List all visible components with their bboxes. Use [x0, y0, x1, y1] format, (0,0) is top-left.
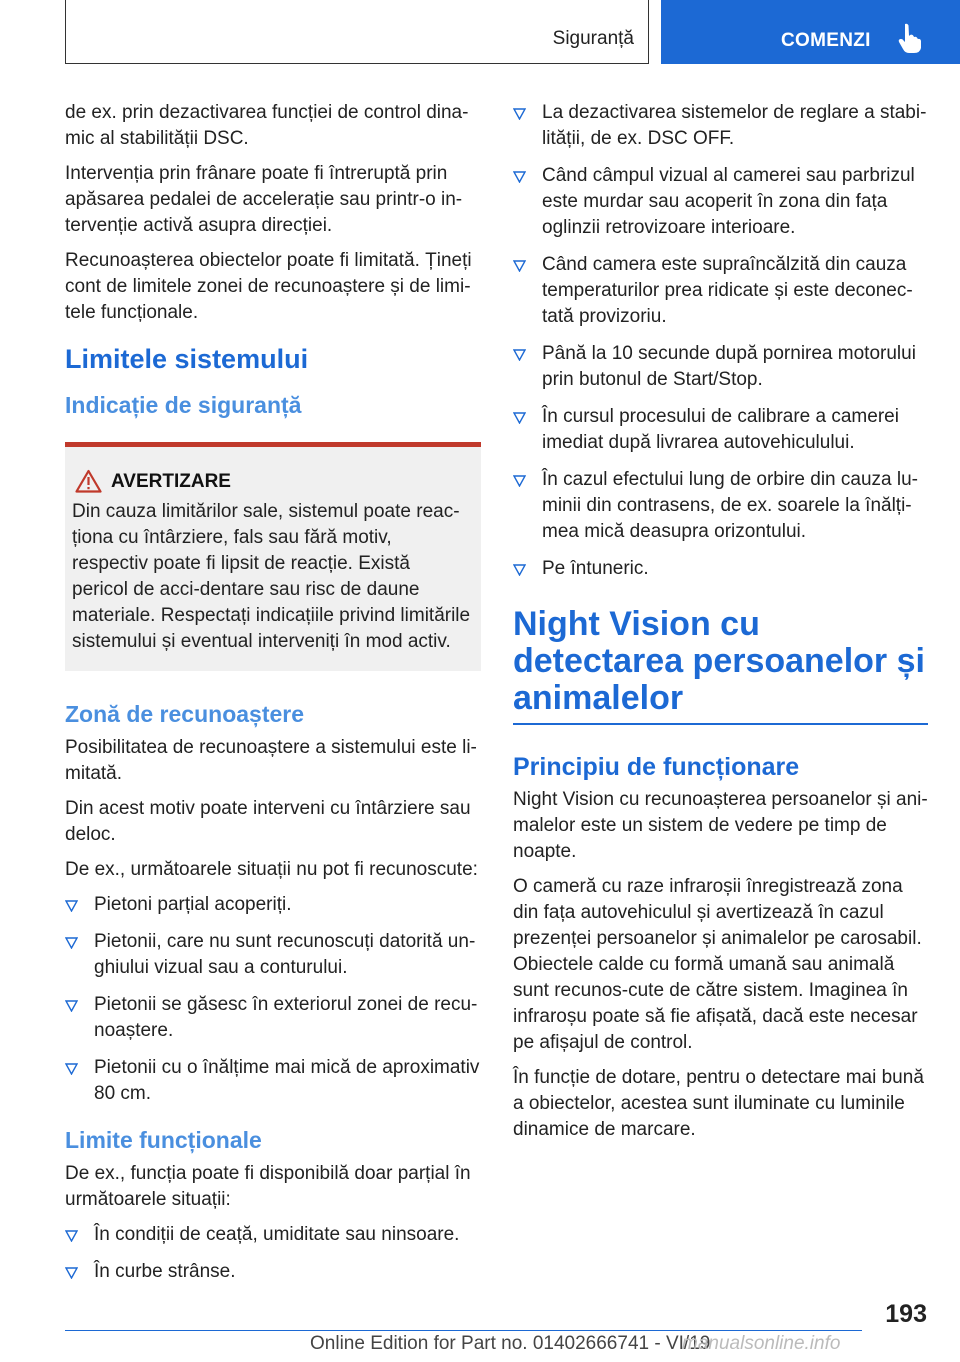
triangle-bullet-icon: [513, 475, 526, 487]
list-item: Pietonii, care nu sunt recunoscuți datorită un-ghiului vizual sau a conturului.: [65, 929, 481, 981]
warning-title-text: AVERTIZARE: [111, 471, 231, 492]
list-item: Când camera este supraîncălzită din cauza temperaturilor prea ridicate și este deconec-tată provizoriu.: [513, 252, 928, 330]
paragraph: În funcție de dotare, pentru o detectare mai bună a obiectelor, acestea sunt iluminate cu luminile dinamice de marcare.: [513, 1067, 924, 1140]
tab-comenzi[interactable]: [661, 0, 960, 64]
triangle-bullet-icon: [513, 412, 526, 424]
list-item: În cazul efectului lung de orbire din cauza lu-minii din contrasens, de ex. soarele la înălți-mea mică deasupra orizontului.: [513, 467, 928, 545]
paragraph: Din acest motiv poate interveni cu întârziere sau deloc.: [65, 798, 471, 845]
edition-text: Online Edition for Part no. 01402666741 - VI/19: [310, 1333, 711, 1354]
paragraph: de ex. prin dezactivarea funcției de control dina-mic al stabilității DSC.: [65, 102, 469, 149]
triangle-bullet-icon: [65, 900, 78, 912]
list-item: În cursul procesului de calibrare a camerei imediat după livrarea autovehiculului.: [513, 404, 928, 456]
list-item: Pietoni parțial acoperiți.: [65, 892, 481, 918]
paragraph: Posibilitatea de recunoaștere a sistemului este li-mitată.: [65, 737, 477, 784]
heading-operating-principle: Principiu de funcționare: [513, 753, 800, 781]
list-item: Până la 10 secunde după pornirea motorului prin butonul de Start/Stop.: [513, 341, 928, 393]
list-item: Pietonii cu o înălțime mai mică de aproximativ 80 cm.: [65, 1055, 481, 1107]
right-column: [513, 100, 928, 1152]
tab-comenzi-label: COMENZI: [781, 30, 871, 51]
triangle-bullet-icon: [513, 171, 526, 183]
list-item: În curbe strânse.: [65, 1259, 481, 1285]
warning-title: [72, 469, 471, 495]
heading-recognition-zone: Zonă de recunoaștere: [65, 701, 305, 727]
warning-triangle-icon: [75, 469, 102, 493]
paragraph: O cameră cu raze infraroșii înregistrează zona din fața autovehiculul și avertizează în cazul prezenței persoanelor și animalelor pe carosabil. Obiectele calde cu formă umană sau animală sunt recunos-cute de către sistem. Imaginea în infraroșu poate să fie afișată, dacă este necesar pe afișajul de control.: [513, 876, 922, 1053]
triangle-bullet-icon: [513, 260, 526, 272]
triangle-bullet-icon: [65, 1063, 78, 1075]
heading-system-limits: Limitele sistemului: [65, 344, 309, 374]
situation-list: [513, 100, 928, 582]
paragraph: De ex., funcția poate fi disponibilă doar parțial în următoarele situații:: [65, 1163, 471, 1210]
paragraph: De ex., următoarele situații nu pot fi recunoscute:: [65, 859, 478, 880]
list-item: Pietonii se găsesc în exteriorul zonei de recu-noaștere.: [65, 992, 481, 1044]
section-title: Siguranță: [552, 28, 634, 49]
list-item: În condiții de ceață, umiditate sau ninsoare.: [65, 1222, 481, 1248]
footer-divider: [65, 1330, 862, 1331]
heading-safety-note: Indicație de siguranță: [65, 392, 302, 418]
heading-functional-limits: Limite funcționale: [65, 1127, 262, 1153]
paragraph: Recunoașterea obiectelor poate fi limitată. Țineți cont de limitele zonei de recunoaștere și de limi-tele funcționale.: [65, 250, 472, 323]
functional-limit-list: [65, 1222, 481, 1285]
warning-box: [65, 442, 481, 671]
triangle-bullet-icon: [513, 108, 526, 120]
triangle-bullet-icon: [65, 1267, 78, 1279]
triangle-bullet-icon: [513, 349, 526, 361]
recognition-limit-list: [65, 892, 481, 1107]
triangle-bullet-icon: [65, 937, 78, 949]
list-item: Pe întuneric.: [513, 556, 928, 582]
triangle-bullet-icon: [65, 1000, 78, 1012]
header-section-box: [65, 0, 649, 64]
warning-text: Din cauza limitărilor sale, sistemul poate reac-ționa cu întârziere, fals sau fără motiv, respectiv poate fi lipsit de reacție. Există pericol de acci-dentare sau risc de daune materiale. Respectați indicațiile privind limitările sistemului și eventual interveniți în mod activ.: [72, 501, 471, 652]
triangle-bullet-icon: [513, 564, 526, 576]
watermark: manualsonline.info: [682, 1333, 841, 1354]
list-item: Când câmpul vizual al camerei sau parbrizul este murdar sau acoperit în zona din fața oglinzii retrovizoare interioare.: [513, 163, 928, 241]
page-number: 193: [885, 1300, 927, 1328]
paragraph: Intervenția prin frânare poate fi întreruptă prin apăsarea pedalei de accelerație sau printr-o in-tervenție activă asupra direcției.: [65, 163, 463, 236]
pointing-hand-icon: [896, 22, 924, 54]
left-column: [65, 100, 481, 1296]
heading-night-vision: Night Vision cu detectarea persoanelor și animalelor: [513, 606, 928, 725]
triangle-bullet-icon: [65, 1230, 78, 1242]
list-item: La dezactivarea sistemelor de reglare a stabi-lității, de ex. DSC OFF.: [513, 100, 928, 152]
paragraph: Night Vision cu recunoașterea persoanelor și ani-malelor este un sistem de vedere pe timp de noapte.: [513, 789, 928, 862]
